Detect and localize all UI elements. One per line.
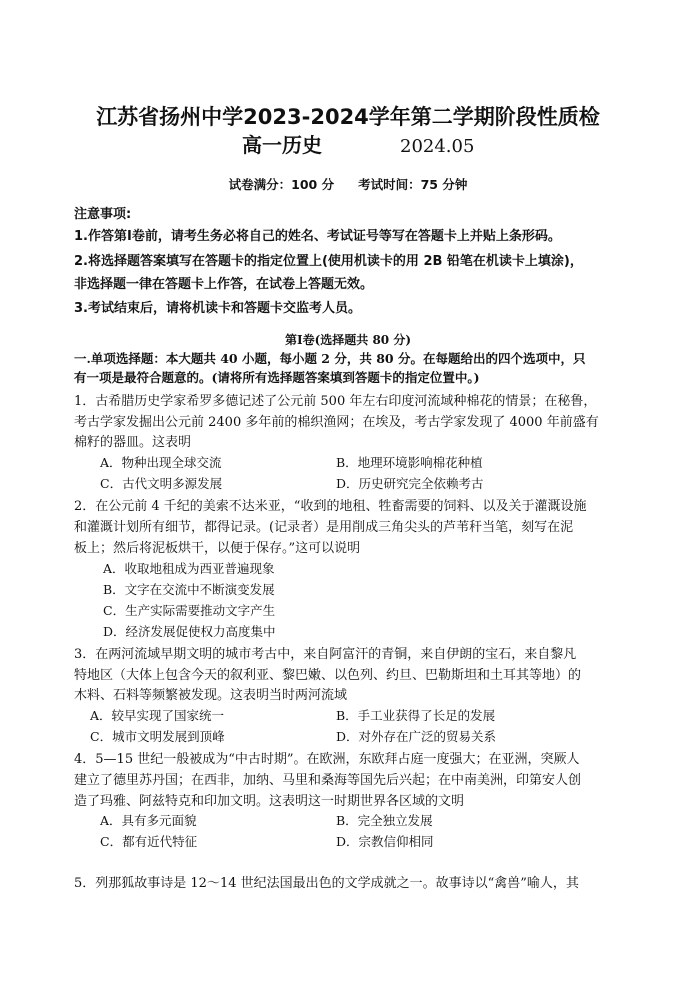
question-2-option-a: A．收取地租成为西亚普遍现象 <box>103 561 275 576</box>
question-4-option-b: B．完全独立发展 <box>336 813 433 828</box>
instruction-line: 有一项是最符合题意的。(请将所有选择题答案填到答题卡的指定位置中。) <box>74 370 480 385</box>
section-instructions <box>74 349 634 387</box>
question-2-line: 板上；然后将泥板烘干，以便于保存。”这可以说明 <box>74 541 361 556</box>
notice-item: 非选择题一律在答题卡上作答，在试卷上答题无效。 <box>74 277 374 292</box>
question-2-option-b: B．文字在交流中不断演变发展 <box>103 582 275 597</box>
question-2-option-d: D．经济发展促使权力高度集中 <box>103 624 276 639</box>
question-4-line: 造了玛雅、阿兹特克和印加文明。这表明这一时期世界各区域的文明 <box>74 794 465 809</box>
exam-time: 考试时间：75 分钟 <box>358 177 468 192</box>
question-4-option-c: C．都有近代特征 <box>100 834 198 849</box>
full-score: 试卷满分：100 分 <box>228 177 335 192</box>
exam-meta <box>0 175 696 193</box>
question-4-line: 4．5—15 世纪一般被成为“中古时期”。在欧洲，东欧拜占庭一度强大；在亚洲，突厥人 <box>74 752 580 767</box>
question-3-line: 3．在两河流域早期文明的城市考古中，来自阿富汗的青铜，来自伊朗的宝石，来自黎凡 <box>74 647 577 662</box>
section-title: 第Ⅰ卷(选择题共 80 分) <box>284 333 412 347</box>
question-1-option-d: D．历史研究完全依赖考古 <box>336 476 484 491</box>
instruction-line: 一.单项选择题：本大题共 40 小题，每小题 2 分，共 80 分。在每题给出的四个选项中，只 <box>74 351 586 366</box>
question-3-line: 特地区（大体上包含今天的叙利亚、黎巴嫩、以色列、约旦、巴勒斯坦和土耳其等地）的 <box>74 668 582 683</box>
question-2-line: 2．在公元前 4 千纪的美索不达米亚，“收到的地租、牲畜需要的饲料、以及关于灌溉设施 <box>74 499 587 514</box>
question-2-option-c: C．生产实际需要推动文字产生 <box>103 603 276 618</box>
question-3-option-d: D．对外存在广泛的贸易关系 <box>336 729 497 744</box>
subject-label: 高一历史 <box>242 133 322 157</box>
question-3-option-c: C．城市文明发展到顶峰 <box>90 729 225 744</box>
exam-subtitle <box>242 129 474 158</box>
exam-date: 2024.05 <box>400 136 475 157</box>
question-1-option-b: B．地理环境影响棉花种植 <box>336 455 483 470</box>
question-4-line: 建立了德里苏丹国；在西非，加纳、马里和桑海等国先后兴起；在中南美洲，印第安人创 <box>74 773 582 788</box>
question-1-option-c: C．古代文明多源发展 <box>100 476 223 491</box>
notice-heading: 注意事项: <box>74 207 132 222</box>
question-3-option-b: B．手工业获得了长足的发展 <box>336 708 496 723</box>
question-4-option-a: A．具有多元面貌 <box>100 813 197 828</box>
question-1-line: 棉籽的器皿。这表明 <box>74 435 192 450</box>
notice-item: 1.作答第Ⅰ卷前，请考生务必将自己的姓名、考试证号等写在答题卡上并贴上条形码。 <box>74 229 561 244</box>
notice-item: 3.考试结束后，请将机读卡和答题卡交监考人员。 <box>74 301 361 316</box>
notice-item: 2.将选择题答案填写在答题卡的指定位置上(使用机读卡的用 2B 铅笔在机读卡上填涂)， <box>74 254 583 269</box>
question-1-option-a: A．物种出现全球交流 <box>100 455 222 470</box>
question-5-line: 5．列那狐故事诗是 12～14 世纪法国最出色的文学成就之一。故事诗以“禽兽”喻人，其 <box>74 876 579 891</box>
question-2-line: 和灌溉计划所有细节，都得记录。(记录者）是用削成三角尖头的芦苇秆当笔，刻写在泥 <box>74 520 574 535</box>
question-4-option-d: D．宗教信仰相同 <box>336 834 434 849</box>
question-1-line: 1．古希腊历史学家希罗多德记述了公元前 500 年左右印度河流域种棉花的情景；在秘鲁， <box>74 394 597 409</box>
question-1-line: 考古学家发掘出公元前 2400 多年前的棉织渔网；在埃及，考古学家发现了 4000 年前盛有 <box>74 415 599 430</box>
exam-title: 江苏省扬州中学2023-2024学年第二学期阶段性质检 <box>96 105 600 129</box>
question-3-line: 木料、石料等频繁被发现。这表明当时两河流域 <box>74 688 348 703</box>
question-3-option-a: A．较早实现了国家统一 <box>90 708 225 723</box>
